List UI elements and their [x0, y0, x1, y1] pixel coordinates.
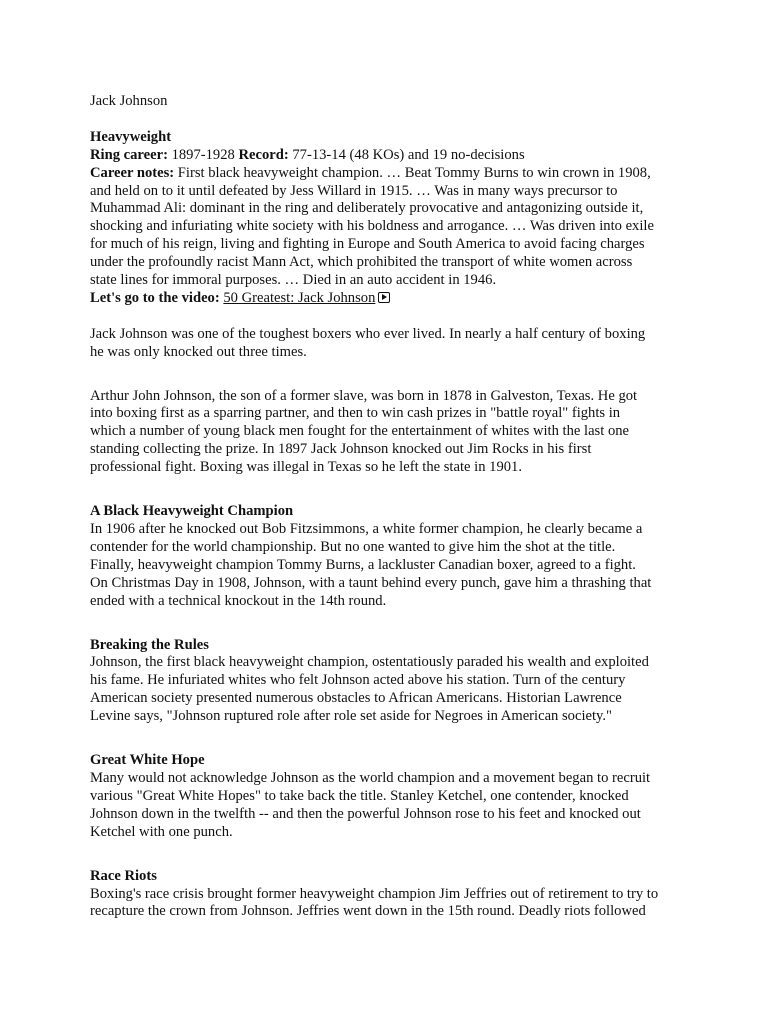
section-line: Levine says, "Johnson ruptured role after role set aside for Negroes in American society." [90, 708, 612, 725]
intro-line: he was only knocked out three times. [90, 343, 307, 360]
early-life-line: which a number of young black men fought for the entertainment of whites with the last one [90, 423, 630, 440]
section-line: Johnson, the first black heavyweight champion, ostentatiously paraded his wealth and exploited [90, 654, 649, 671]
section-line: his fame. He infuriated whites who felt Johnson acted above his station. Turn of the century [90, 672, 626, 689]
section-heading: Breaking the Rules [90, 636, 209, 653]
career-notes-line: state lines for immoral purposes. … Died in an auto accident in 1946. [90, 272, 497, 289]
video-link[interactable]: 50 Greatest: Jack Johnson [223, 289, 376, 306]
intro-line: Jack Johnson was one of the toughest boxers who ever lived. In nearly a half century of boxing [90, 325, 646, 342]
video-label: Let's go to the video: [90, 289, 220, 306]
section-line: American society presented numerous obstacles to African Americans. Historian Lawrence [90, 690, 622, 707]
career-notes-line: for much of his reign, living and fighting in Europe and South America to avoid facing charges [90, 236, 645, 253]
section-line: Johnson down in the twelfth -- and then the powerful Johnson rose to his feet and knocked out [90, 805, 641, 822]
ring-career-line [90, 147, 690, 165]
section-line: ended with a technical knockout in the 14th round. [90, 592, 387, 609]
section-line: In 1906 after he knocked out Bob Fitzsimmons, a white former champion, he clearly became a [90, 521, 643, 537]
ring-career-value: 1897-1928 [167, 146, 239, 163]
section-line: various "Great White Hopes" to take back the title. Stanley Ketchel, one contender, knocked [90, 787, 629, 804]
play-video-icon[interactable] [378, 292, 390, 303]
section-heading: A Black Heavyweight Champion [90, 503, 294, 520]
division-heading: Heavyweight [90, 128, 172, 145]
section-heading: Race Riots [90, 867, 157, 884]
section-heading: Great White Hope [90, 752, 205, 769]
career-notes-line: Muhammad Ali: dominant in the ring and deliberately provocative and antagonizing outside it, [90, 200, 644, 217]
document-page [90, 93, 690, 921]
ring-career-label: Ring career: [90, 146, 168, 163]
video-line [90, 290, 690, 308]
section-line: Many would not acknowledge Johnson as the world champion and a movement began to recruit [90, 769, 651, 786]
early-life-line: Arthur John Johnson, the son of a former slave, was born in 1878 in Galveston, Texas. He got [90, 387, 638, 404]
section-line: Finally, heavyweight champion Tommy Burns, a lackluster Canadian boxer, agreed to a fight. [90, 556, 636, 573]
career-notes-line: shocking and infuriating white society with his boldness and arrogance. … Was driven into exile [90, 218, 654, 235]
section-line: contender for the world championship. But no one wanted to give him the shot at the title. [90, 538, 616, 555]
career-notes-label: Career notes: [90, 164, 175, 181]
early-life-line: professional fight. Boxing was illegal in Texas so he left the state in 1901. [90, 459, 522, 476]
career-notes-line: under the profoundly racist Mann Act, which prohibited the transport of white women across [90, 254, 633, 271]
career-notes-line: and held on to it until defeated by Jess Willard in 1915. … Was in many ways precursor to [90, 182, 618, 199]
section-line: On Christmas Day in 1908, Johnson, with a taunt behind every punch, gave him a thrashing that [90, 574, 652, 591]
section-line: Boxing's race crisis brought former heavyweight champion Jim Jeffries out of retirement to try to [90, 885, 659, 902]
section-line: recapture the crown from Johnson. Jeffries went down in the 15th round. Deadly riots followed [90, 903, 646, 920]
early-life-line: into boxing first as a sparring partner, and then to win cash prizes in "battle royal" fights in [90, 405, 621, 422]
record-label: Record: [238, 146, 289, 163]
career-notes-line-0: Career notes: First black heavyweight champion. … Beat Tommy Burns to win crown in 1908, [90, 164, 651, 181]
section-line: Ketchel with one punch. [90, 823, 233, 840]
record-value: 77-13-14 (48 KOs) and 19 no-decisions [288, 146, 525, 163]
early-life-line: standing collecting the prize. In 1897 Jack Johnson knocked out Jim Rocks in his first [90, 441, 592, 458]
document-title: Jack Johnson [90, 93, 168, 109]
